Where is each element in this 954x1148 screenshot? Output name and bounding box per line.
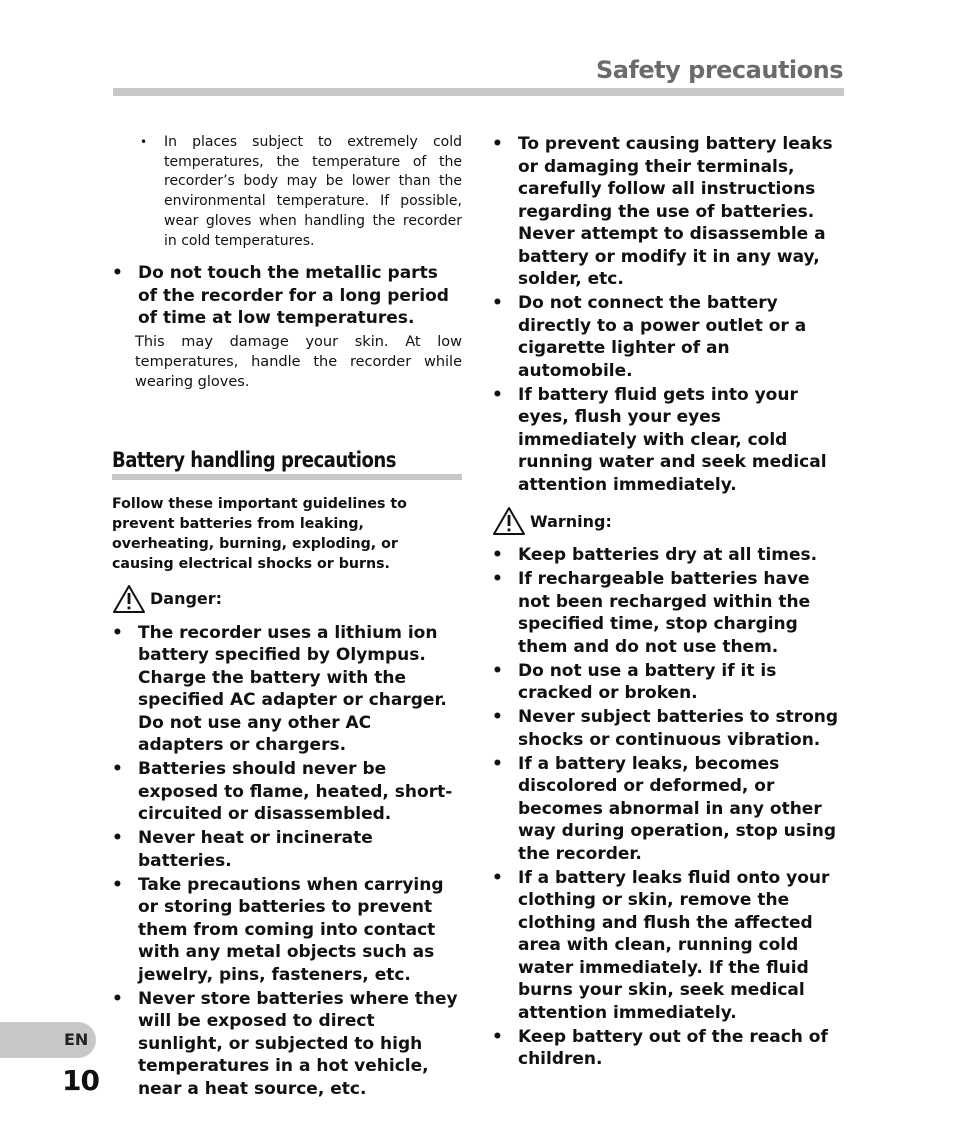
- list-item: • Batteries should never be exposed to flame, heated, short-circuited or disassembled.: [112, 758, 462, 826]
- left-column: [112, 133, 462, 1102]
- page-number: 10: [62, 1064, 99, 1097]
- danger-heading: [112, 584, 462, 614]
- list-item: • Never store batteries where they will be exposed to direct sunlight, or subjected to high temperatures in a hot vehicle, near a heat source, etc.: [112, 988, 462, 1101]
- metal-parts-bullet: [112, 262, 462, 392]
- metal-parts-note: This may damage your skin. At low temperatures, handle the recorder while wearing gloves.: [135, 333, 462, 390]
- list-item: • If a battery leaks fluid onto your clothing or skin, remove the clothing and flush the affected area with clean, running cold water immediately. If the fluid burns your skin, seek medical attention immediately.: [492, 867, 844, 1025]
- warning-triangle-icon: [112, 584, 146, 614]
- warning-triangle-icon: [492, 506, 526, 536]
- list-item: • Never heat or incinerate batteries.: [112, 827, 462, 872]
- list-item: • The recorder uses a lithium ion battery specified by Olympus. Charge the battery with the specified AC adapter or charger. Do not use any other AC adapters or chargers.: [112, 622, 462, 757]
- language-label: EN: [64, 1030, 89, 1049]
- list-item: • If rechargeable batteries have not been recharged within the specified time, stop charging them and do not use them.: [492, 568, 844, 658]
- list-item: • Do not connect the battery directly to a power outlet or a cigarette lighter of an automobile.: [492, 292, 844, 382]
- danger-label: Danger:: [150, 589, 223, 609]
- cold-temperature-note: • In places subject to extremely cold temperatures, the temperature of the recorder’s body may be lower than the environmental temperature. If possible, wear gloves when handling the recorder in cold temperatures.: [112, 133, 462, 251]
- warning-label: Warning:: [530, 511, 612, 531]
- page-header-title: Safety precautions: [595, 56, 843, 84]
- battery-intro: Follow these important guidelines to prevent batteries from leaking, overheating, burning, exploding, or causing electrical shocks or burns.: [112, 495, 407, 572]
- list-item: • Never subject batteries to strong shocks or continuous vibration.: [492, 706, 844, 751]
- list-item: • If a battery leaks, becomes discolored or deformed, or becomes abnormal in any other way during operation, stop using the recorder.: [492, 753, 844, 866]
- list-item: • Keep battery out of the reach of children.: [492, 1026, 844, 1071]
- list-item: • Do not use a battery if it is cracked or broken.: [492, 660, 844, 705]
- list-item: • To prevent causing battery leaks or damaging their terminals, carefully follow all instructions regarding the use of batteries. Never attempt to disassemble a battery or modify it in any way, solder, etc.: [492, 133, 844, 291]
- section-title-battery: Battery handling precautions: [112, 447, 396, 472]
- warning-heading: [492, 506, 844, 536]
- list-item: • Take precautions when carrying or storing batteries to prevent them from coming into contact with any metal objects such as jewelry, pins, fasteners, etc.: [112, 874, 462, 987]
- list-item: • If battery fluid gets into your eyes, flush your eyes immediately with clear, cold running water and seek medical attention immediately.: [492, 384, 844, 497]
- right-column: [492, 133, 844, 1072]
- header-rule: [113, 88, 844, 96]
- list-item: • Keep batteries dry at all times.: [492, 544, 844, 567]
- language-tab: [0, 1022, 96, 1058]
- metal-parts-heading: Do not touch the metallic parts of the recorder for a long period of time at low temperatures.: [138, 263, 449, 329]
